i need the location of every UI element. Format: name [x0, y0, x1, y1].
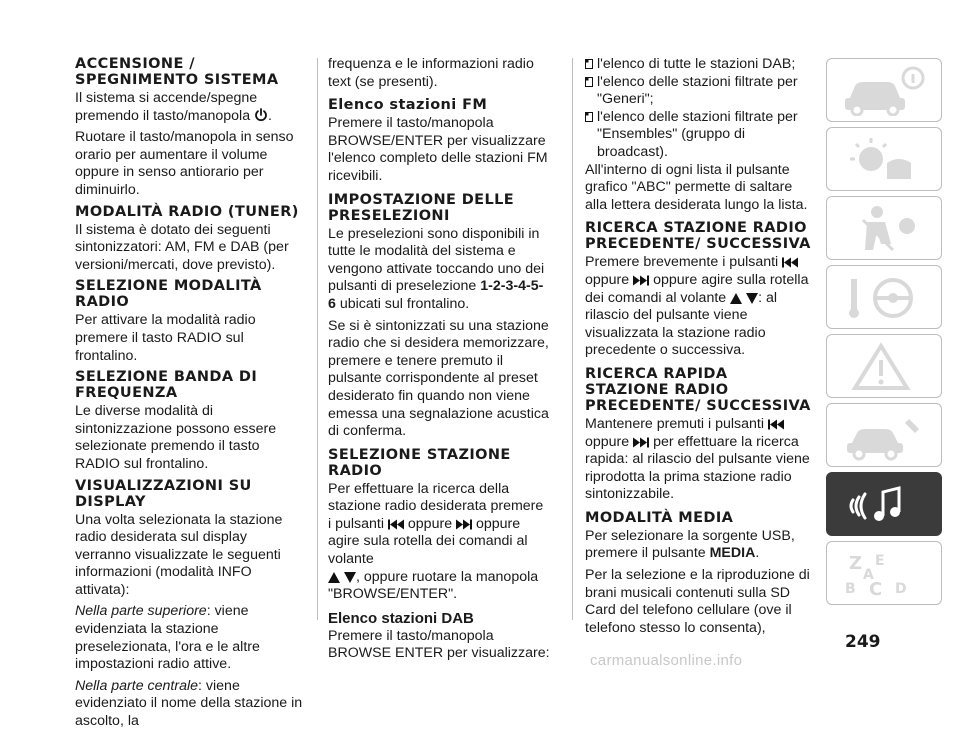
warning-triangle-icon	[841, 342, 929, 392]
seek-forward-icon	[633, 275, 649, 286]
down-arrow-icon	[344, 572, 356, 583]
seek-forward-icon	[456, 519, 472, 530]
tab-dashboard[interactable]	[826, 127, 942, 191]
svg-text:D: D	[895, 581, 907, 597]
column-divider	[572, 58, 573, 620]
para-modalita: Il sistema è dotato dei seguenti sintonizzatori: AM, FM e DAB (per versioni/mercati, dove previsto).	[75, 221, 289, 273]
up-arrow-icon	[730, 293, 742, 304]
seatbelt-airbag-icon	[841, 204, 929, 254]
tab-index[interactable]	[826, 541, 942, 605]
heading-ricerca-rapida: RICERCA RAPIDA STAZIONE RADIO PRECEDENTE/ SUCCESSIVA	[585, 365, 811, 414]
column-1	[75, 56, 303, 735]
heading-impostazione: IMPOSTAZIONE DELLE PRESELEZIONI	[328, 191, 515, 224]
tab-starting[interactable]	[826, 265, 942, 329]
heading-elenco-fm: Elenco stazioni FM	[328, 97, 488, 114]
para-elenco-dab: Premere il tasto/manopola BROWSE ENTER per visualizzare:	[328, 627, 550, 662]
para-selezione-modalita: Per attivare la modalità radio premere il tasto RADIO sul frontalino.	[75, 312, 256, 364]
column-divider	[317, 58, 318, 620]
list-item: l'elenco di tutte le stazioni DAB;	[585, 56, 811, 74]
para-selezione-banda: Le diverse modalità di sintonizzazione possono essere selezionate premendo il tasto RADIO sul frontalino.	[75, 403, 277, 472]
para-parte-superiore: Nella parte superiore: viene evidenziata la stazione preselezionata, l'ora e le altre impostazioni radio attive.	[75, 603, 260, 673]
para-visualizzazioni: Una volta selezionata la stazione radio desiderata sul display verranno visualizzate le seguenti informazioni (modalità INFO attivata):	[75, 511, 283, 598]
seek-forward-icon	[633, 437, 649, 448]
heading-accensione: ACCENSIONE / SPEGNIMENTO SISTEMA	[75, 56, 279, 88]
heading-selezione-banda: SELEZIONE BANDA DI FREQUENZA	[75, 369, 258, 402]
heading-selezione-modalita: SELEZIONE MODALITÀ RADIO	[75, 278, 262, 311]
tab-maintenance[interactable]	[826, 403, 942, 467]
seek-back-icon	[782, 257, 798, 268]
power-icon	[254, 108, 268, 122]
para-ricerca-rapida: Mantenere premuti i pulsanti oppure per effettuare la ricerca rapida: al rilascio del pulsante viene riprodotta la prima stazione radio sintonizzabile.	[585, 415, 810, 503]
para-accensione-2: Ruotare il tasto/manopola in senso orario per aumentare il volume oppure in senso antiorario per diminuirlo.	[75, 129, 294, 198]
list-item: l'elenco delle stazioni filtrate per "Generi";	[585, 74, 811, 109]
para-continuation: frequenza e le informazioni radio text (se presenti).	[328, 56, 534, 90]
svg-text:B: B	[845, 581, 856, 597]
seek-back-icon	[388, 519, 404, 530]
up-arrow-icon	[328, 572, 340, 583]
bullet-icon	[585, 59, 593, 69]
para-elenco-fm: Premere il tasto/manopola BROWSE/ENTER per visualizzare l'elenco completo delle stazioni FM ricevibili.	[328, 115, 548, 184]
footer-watermark: carmanualsonline.info	[590, 652, 743, 669]
para-media-2: Per la selezione e la riproduzione di brani musicali contenuti sulla SD Card del telefono cellulare (ove il telefono stesso lo consenta),	[585, 567, 810, 636]
page-number: 249	[845, 632, 881, 652]
heading-modalita-media: MODALITÀ MEDIA	[585, 509, 734, 526]
heading-visualizzazioni: VISUALIZZAZIONI SU DISPLAY	[75, 477, 252, 510]
para-impostazione-1: Le preselezioni sono disponibili in tutte le modalità del sistema e vengono attivate toccando uno dei pulsanti di preselezione 1-2-3-4-5-6 ubicati sul frontalino.	[328, 225, 545, 312]
car-service-icon	[841, 411, 929, 461]
steering-wheel-key-icon	[841, 273, 929, 323]
column-3	[585, 56, 811, 641]
para-impostazione-2: Se si è sintonizzati su una stazione radio che si desidera memorizzare, premere e tenere premuto il pulsante corrispondente al preset desiderato fin quando non viene emessa una segnalazione acustica di conferma.	[328, 317, 549, 440]
chapter-tabs	[826, 58, 944, 610]
alphabetical-index-icon	[841, 549, 929, 599]
svg-text:E: E	[875, 553, 885, 569]
tab-safety[interactable]	[826, 196, 942, 260]
para-lista-abc: All'interno di ogni lista il pulsante grafico "ABC" permette di saltare alla lettera desiderata lungo la lista.	[585, 161, 808, 213]
column-2	[328, 56, 550, 667]
heading-ricerca-stazione: RICERCA STAZIONE RADIO PRECEDENTE/ SUCCESSIVA	[585, 220, 811, 253]
svg-text:A: A	[863, 567, 874, 583]
tab-multimedia[interactable]	[826, 472, 942, 536]
bullet-icon	[585, 77, 593, 87]
down-arrow-icon	[746, 293, 758, 304]
para-parte-centrale: Nella parte centrale: viene evidenziato il nome della stazione in ascolto, la	[75, 677, 303, 730]
tab-emergency[interactable]	[826, 334, 942, 398]
tab-car-info[interactable]	[826, 58, 942, 122]
para-selezione-stazione: Per effettuare la ricerca della stazione radio desiderata premere i pulsanti oppure oppure agire sula rotella dei comandi al volante , oppure ruotare la manopola "BROWSE/ENTER".	[328, 480, 544, 603]
heading-modalita-radio: MODALITÀ RADIO (TUNER)	[75, 203, 299, 220]
seek-back-icon	[768, 419, 784, 430]
list-item: l'elenco delle stazioni filtrate per "Ensembles" (gruppo di broadcast).	[585, 109, 811, 162]
heading-elenco-dab: Elenco stazioni DAB	[328, 609, 474, 627]
heading-selezione-stazione: SELEZIONE STAZIONE RADIO	[328, 446, 511, 479]
svg-text:C: C	[869, 579, 883, 599]
multimedia-icon	[841, 480, 929, 530]
bullet-icon	[585, 112, 593, 122]
car-info-icon	[841, 66, 929, 116]
dashboard-lights-icon	[841, 135, 929, 185]
svg-text:Z: Z	[849, 553, 863, 574]
para-ricerca: Premere brevemente i pulsanti oppure oppure agire sulla rotella dei comandi al volante : al rilascio del pulsante viene visualizzata la stazione radio precedente o successiva.	[585, 254, 809, 359]
para-media-1: Per selezionare la sorgente USB, premere il pulsante MEDIA.	[585, 527, 795, 562]
para-accensione-1: Il sistema si accende/spegne premendo il tasto/manopola .	[75, 90, 272, 124]
